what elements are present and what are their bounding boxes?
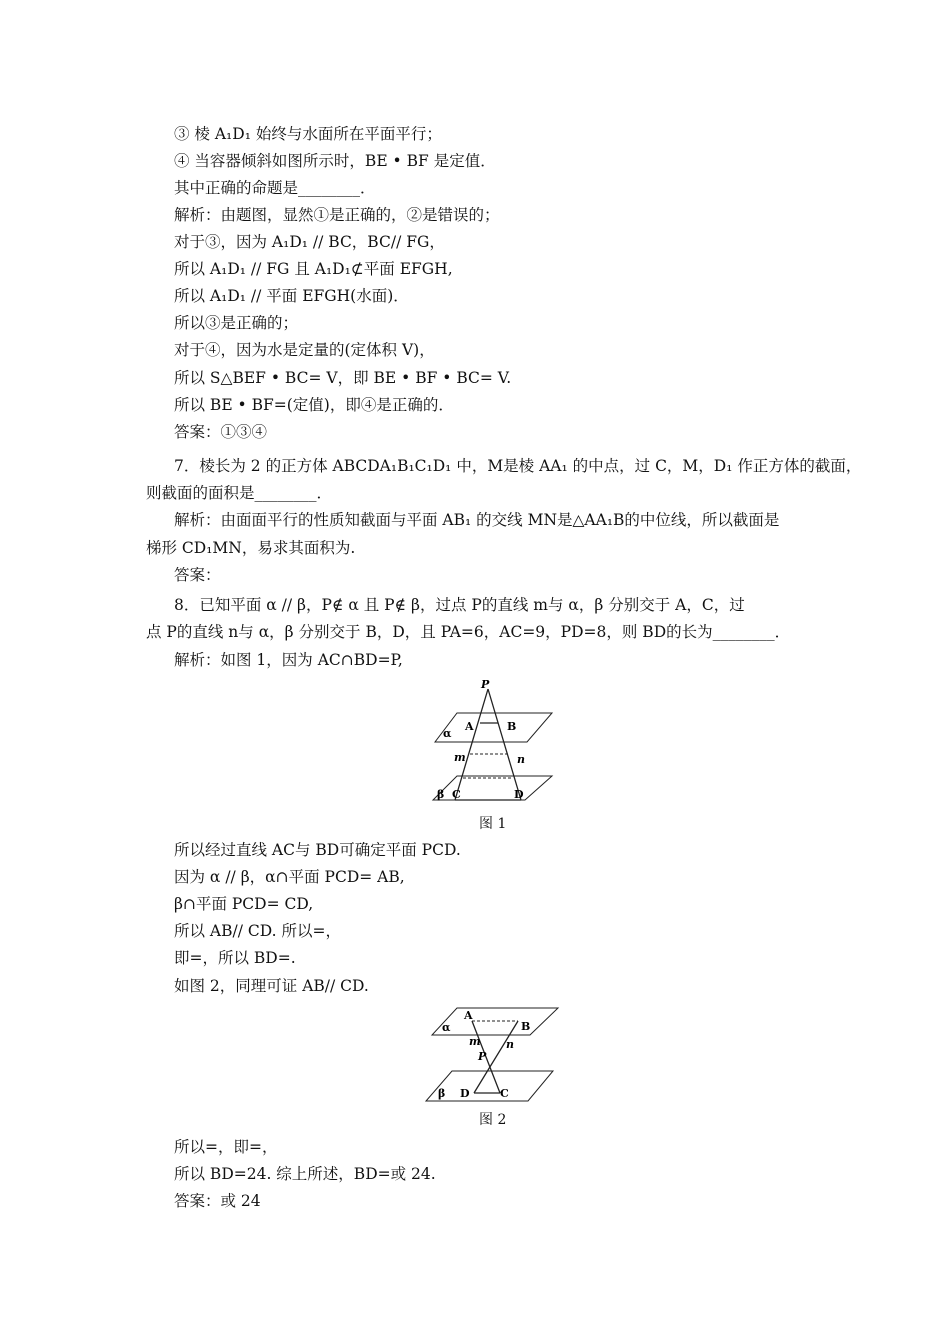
text-line: ④ 当容器倾斜如图所示时，BE • BF 是定值．: [174, 152, 496, 170]
label-n: n: [506, 1038, 514, 1051]
text-line: 解析：由面面平行的性质知截面与平面 AB₁ 的交线 MN是△AA₁B的中位线，所以截面是: [174, 511, 780, 529]
text-line: 所以 BE • BF=(定值)，即④是正确的．: [174, 396, 454, 414]
figure-2-caption: 图 2: [479, 1112, 507, 1128]
text-line: 如图 2，同理可证 AB// CD.: [174, 977, 369, 995]
figure-1-caption: 图 1: [479, 816, 507, 832]
label-C: C: [452, 788, 461, 801]
problem-7-line: 7．棱长为 2 的正方体 ABCDA₁B₁C₁D₁ 中，M是棱 AA₁ 的中点，过 C，M，D₁ 作正方体的截面，: [174, 457, 862, 475]
answer-line: 答案：: [174, 566, 221, 584]
label-A: A: [465, 720, 474, 733]
text-line: β∩平面 PCD= CD,: [174, 895, 314, 913]
label-B: B: [521, 1020, 531, 1033]
label-P: P: [478, 1050, 487, 1063]
label-P: P: [481, 678, 490, 691]
answer-line: 答案：或 24: [174, 1192, 261, 1210]
label-beta: β: [438, 1087, 446, 1100]
text-line: 所以经过直线 AC与 BD可确定平面 PCD.: [174, 841, 461, 859]
text-line: 其中正确的命题是________．: [174, 179, 376, 197]
text-line: 所以 S△BEF • BC= V，即 BE • BF • BC= V.: [174, 369, 512, 387]
problem-8-line: 8．已知平面 α // β，P∉ α 且 P∉ β，过点 P的直线 m与 α，β 分别交于 A，C，过: [174, 596, 745, 614]
text-line: 对于④，因为水是定量的(定体积 V)，: [174, 341, 435, 359]
figure-2-diagram: [422, 1005, 562, 1105]
text-line: 所以③是正确的；: [174, 314, 299, 332]
text-line: 因为 α // β，α∩平面 PCD= AB,: [174, 868, 405, 886]
text-line: 所以 A₁D₁ // 平面 EFGH(水面)．: [174, 287, 409, 305]
problem-7-line: 则截面的面积是________．: [146, 484, 333, 502]
answer-line: 答案：①③④: [174, 423, 268, 441]
label-D: D: [514, 788, 524, 801]
text-line: 解析：由题图，显然①是正确的，②是错误的；: [174, 206, 500, 224]
problem-8-line: 点 P的直线 n与 α，β 分别交于 B，D，且 PA=6，AC=9，PD=8，则 BD的长为________．: [146, 623, 791, 641]
text-line: 所以=，即=，: [174, 1138, 278, 1156]
label-alpha: α: [443, 727, 452, 740]
label-m: m: [469, 1035, 481, 1048]
text-line: 所以 BD=24. 综上所述，BD=或 24.: [174, 1165, 436, 1183]
figure-1-diagram: [425, 676, 560, 806]
label-m: m: [454, 751, 466, 764]
text-line: 对于③，因为 A₁D₁ // BC，BC// FG，: [174, 233, 445, 251]
text-line: 解析：如图 1，因为 AC∩BD=P,: [174, 651, 403, 669]
label-n: n: [517, 753, 525, 766]
text-line: 梯形 CD₁MN，易求其面积为.: [146, 539, 356, 557]
label-B: B: [507, 720, 517, 733]
label-beta: β: [437, 788, 445, 801]
label-D: D: [460, 1087, 470, 1100]
text-line: 即=，所以 BD=.: [174, 949, 296, 967]
text-line: ③ 棱 A₁D₁ 始终与水面所在平面平行；: [174, 125, 442, 143]
text-line: 所以 AB// CD. 所以=，: [174, 922, 341, 940]
label-C: C: [500, 1087, 509, 1100]
label-alpha: α: [442, 1021, 451, 1034]
label-A: A: [464, 1009, 473, 1022]
text-line: 所以 A₁D₁ // FG 且 A₁D₁⊄平面 EFGH,: [174, 260, 453, 278]
